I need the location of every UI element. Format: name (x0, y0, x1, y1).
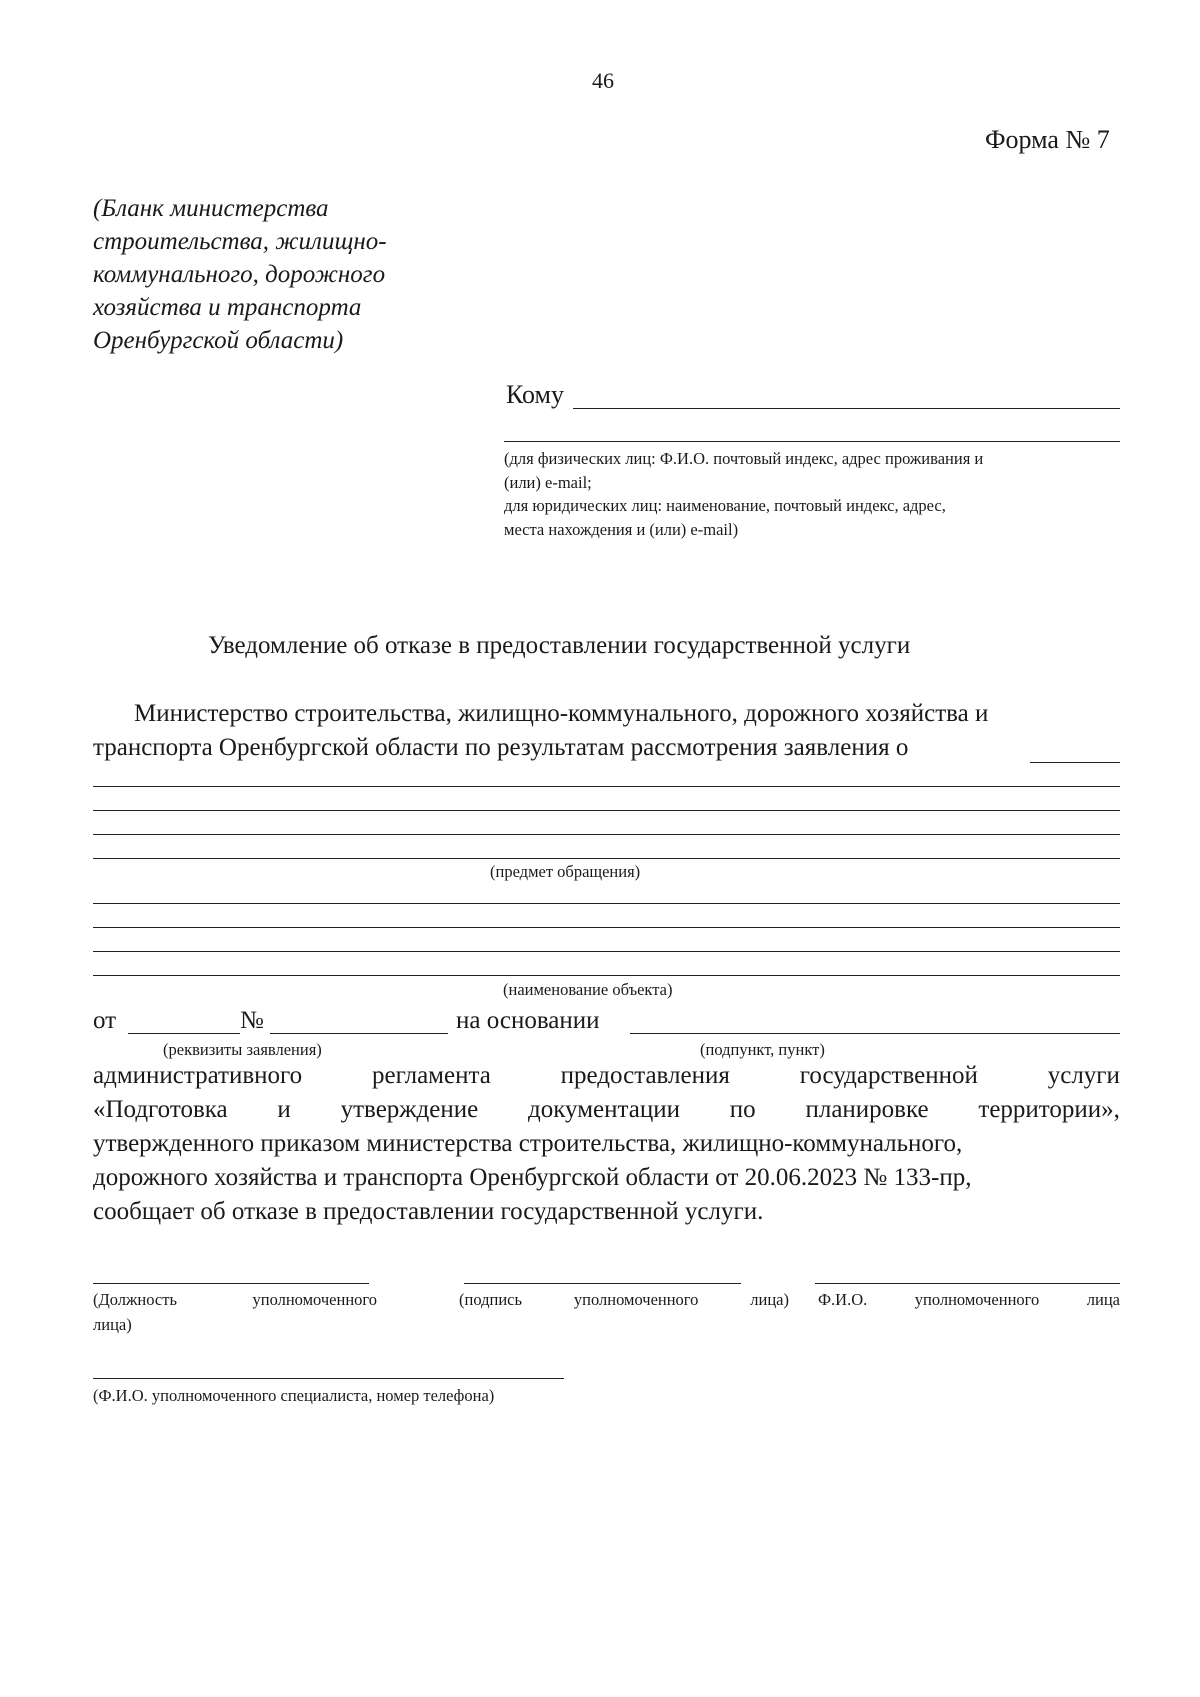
name-caption-word: Ф.И.О. (818, 1290, 868, 1309)
regulation-word: и (277, 1096, 291, 1123)
regulation-word: документации (528, 1096, 680, 1123)
object-name-line[interactable] (93, 975, 1120, 976)
recipient-note (504, 447, 983, 541)
page-number: 46 (592, 68, 614, 93)
position-caption (93, 1290, 377, 1310)
regulation-word: «Подготовка (93, 1096, 228, 1123)
signature-line[interactable] (464, 1283, 741, 1284)
regulation-line-1 (93, 1062, 1120, 1090)
regulation-line-3: утвержденного приказом министерства строительства, жилищно-коммунального, (93, 1130, 963, 1157)
date-from-label: от (93, 1007, 117, 1034)
regulation-word: предоставления (560, 1062, 730, 1089)
letterhead-line: строительства, жилищно- (93, 228, 387, 255)
intro-line-1: Министерство строительства, жилищно-коммунального, дорожного хозяйства и (134, 700, 989, 727)
number-sign: № (240, 1007, 264, 1034)
recipient-note-line: (для физических лиц: Ф.И.О. почтовый индекс, адрес проживания и (504, 449, 984, 468)
recipient-field-line[interactable] (573, 408, 1120, 409)
regulation-line-5: сообщает об отказе в предоставлении государственной услуги. (93, 1198, 764, 1225)
signature-caption-word: (подпись (459, 1290, 523, 1309)
regulation-word: регламента (372, 1062, 491, 1089)
subject-line[interactable] (93, 858, 1120, 859)
signature-caption-word: уполномоченного (573, 1290, 699, 1309)
object-name-caption: (наименование объекта) (503, 980, 673, 999)
letterhead-line: (Бланк министерства (93, 195, 329, 222)
application-subject-inline-line[interactable] (1030, 762, 1120, 763)
regulation-word: государственной (799, 1062, 978, 1089)
signature-caption-word: лица) (750, 1290, 789, 1309)
subject-line[interactable] (93, 810, 1120, 811)
subject-line[interactable] (93, 834, 1120, 835)
recipient-field-line-2[interactable] (504, 441, 1120, 442)
position-caption-word: уполномоченного (252, 1290, 377, 1309)
recipient-note-line: для юридических лиц: наименование, почтовый индекс, адрес, (504, 496, 946, 515)
regulation-word: утверждение (340, 1096, 479, 1123)
subject-caption: (предмет обращения) (490, 862, 641, 881)
application-date-field[interactable] (128, 1033, 240, 1034)
letterhead-placeholder (93, 192, 387, 357)
regulation-line-2 (93, 1096, 1120, 1124)
object-name-line[interactable] (93, 951, 1120, 952)
regulation-word: планировке (805, 1096, 929, 1123)
name-caption-word: лица (1086, 1290, 1120, 1309)
application-number-field[interactable] (270, 1033, 448, 1034)
object-name-line[interactable] (93, 903, 1120, 904)
specialist-caption: (Ф.И.О. уполномоченного специалиста, номер телефона) (93, 1386, 495, 1405)
regulation-word: административного (93, 1062, 303, 1089)
name-signature-line[interactable] (815, 1283, 1120, 1284)
regulation-word: услуги (1047, 1062, 1120, 1089)
basis-label: на основании (456, 1007, 600, 1034)
recipient-label: Кому (506, 380, 565, 409)
regulation-line-4: дорожного хозяйства и транспорта Оренбургской области от 20.06.2023 № 133-пр, (93, 1164, 972, 1191)
position-signature-line[interactable] (93, 1283, 369, 1284)
regulation-word: территории», (978, 1096, 1120, 1123)
name-caption (818, 1290, 1120, 1310)
signature-caption (459, 1290, 789, 1310)
intro-line-2: транспорта Оренбургской области по результатам рассмотрения заявления о (93, 734, 909, 761)
application-details-caption: (реквизиты заявления) (163, 1040, 322, 1059)
name-caption-word: уполномоченного (914, 1290, 1040, 1309)
subpoint-field[interactable] (630, 1033, 1120, 1034)
recipient-note-line: (или) e-mail; (504, 472, 592, 492)
position-caption-cont: лица) (93, 1315, 132, 1334)
subject-line[interactable] (93, 786, 1120, 787)
subpoint-caption: (подпункт, пункт) (700, 1040, 825, 1059)
position-caption-word: (Должность (93, 1290, 177, 1309)
letterhead-line: хозяйства и транспорта (93, 294, 362, 321)
letterhead-line: Оренбургской области) (93, 327, 344, 354)
letterhead-line: коммунального, дорожного (93, 261, 386, 288)
document-title: Уведомление об отказе в предоставлении государственной услуги (208, 632, 911, 659)
regulation-word: по (729, 1096, 756, 1123)
object-name-line[interactable] (93, 927, 1120, 928)
recipient-note-line: места нахождения и (или) e-mail) (504, 519, 739, 539)
form-number: Форма № 7 (985, 125, 1110, 154)
specialist-line[interactable] (93, 1378, 564, 1379)
